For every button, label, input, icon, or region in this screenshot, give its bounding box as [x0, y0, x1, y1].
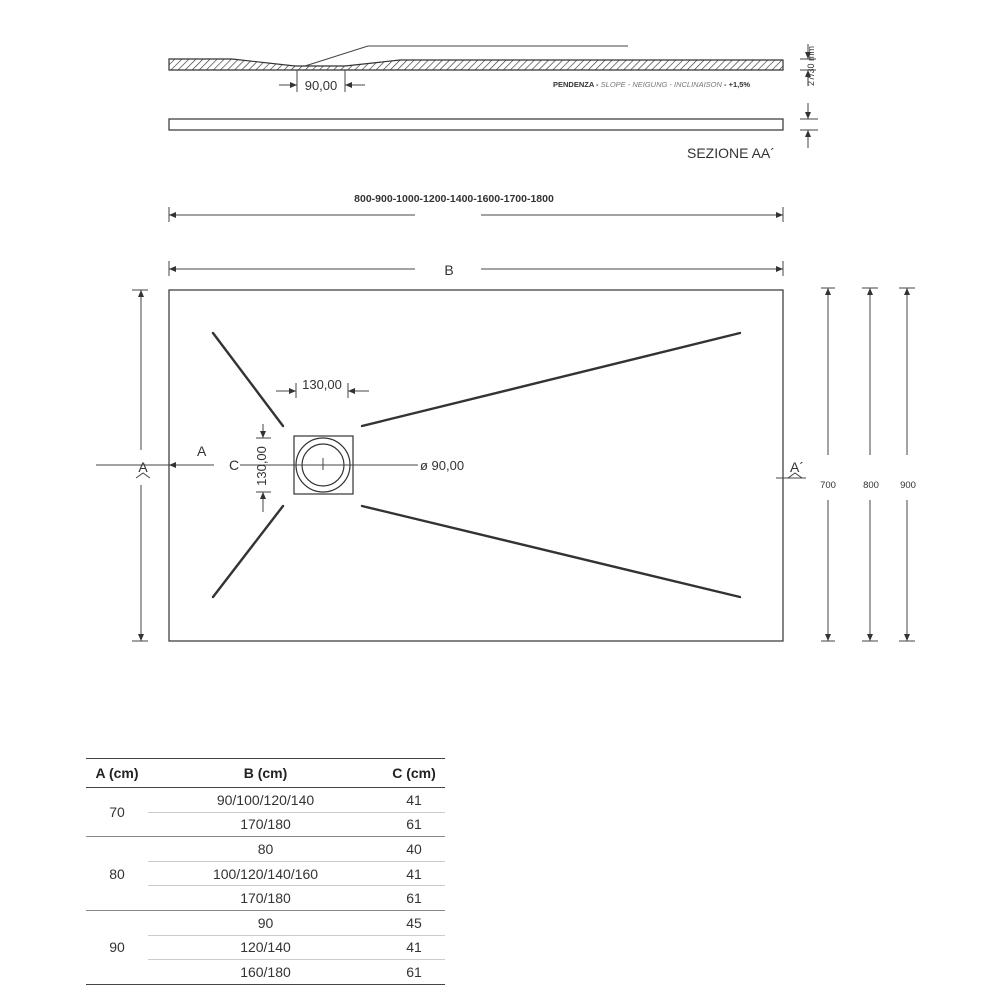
drain-box-height-dimension	[254, 424, 271, 512]
c-value: 61	[383, 812, 445, 837]
b-value: 170/180	[148, 812, 383, 837]
groove-lower-right	[362, 506, 740, 597]
drain-diameter-label: ø 90,00	[420, 458, 465, 473]
slope-label: PENDENZA - SLOPE - NEIGUNG - INCLINAISON - +1,5%	[553, 80, 751, 89]
drain-box-width-dimension	[276, 377, 369, 398]
table-header-row	[86, 759, 445, 788]
column-header-c: C (cm)	[383, 759, 445, 788]
plan-view	[96, 288, 916, 641]
height-option-700	[820, 288, 836, 641]
section-profile	[169, 59, 783, 70]
c-value: 61	[383, 960, 445, 985]
section-marker-right-label: A´	[790, 459, 804, 475]
drain-width-label: 90,00	[304, 78, 338, 93]
height-option-label: 900	[900, 480, 916, 491]
column-header-a: A (cm)	[86, 759, 148, 788]
drain-box-width-label: 130,00	[302, 377, 342, 392]
section-view	[169, 44, 818, 161]
side-view-bar	[169, 119, 783, 130]
a-value: 80	[86, 837, 148, 911]
c-value: 61	[383, 886, 445, 911]
b-value: 170/180	[148, 886, 383, 911]
drain-box-height-label: 130,00	[254, 446, 269, 486]
height-option-900	[899, 288, 916, 641]
width-series-label: 800-900-1000-1200-1400-1600-1700-1800	[354, 193, 554, 205]
b-value: 80	[148, 837, 383, 862]
b-value: 120/140	[148, 935, 383, 960]
width-b-dimension	[169, 261, 783, 278]
section-title: SEZIONE AA´	[687, 145, 775, 161]
offset-arrow	[169, 443, 214, 468]
table-row	[86, 837, 445, 862]
groove-lower-left	[213, 506, 283, 597]
offset-arrow-label: A	[197, 443, 207, 459]
c-value: 40	[383, 837, 445, 862]
thickness-dimension	[800, 44, 816, 86]
dimensions-table	[86, 758, 445, 985]
table-row	[86, 910, 445, 935]
c-value: 41	[383, 861, 445, 886]
groove-upper-left	[213, 333, 283, 426]
offset-c-label: C	[229, 457, 240, 473]
width-b-label: B	[444, 262, 454, 278]
height-option-label: 800	[863, 480, 879, 491]
groove-upper-right	[362, 333, 740, 426]
section-marker-left-label: A	[138, 459, 148, 475]
b-value: 100/120/140/160	[148, 861, 383, 886]
section-marker-left	[96, 459, 169, 478]
height-option-800	[862, 288, 879, 641]
section-marker-right	[776, 459, 806, 478]
c-value: 41	[383, 935, 445, 960]
side-thickness-dimension	[800, 103, 818, 148]
thickness-label: 27/30 mm	[806, 45, 816, 87]
a-value: 90	[86, 910, 148, 984]
b-value: 160/180	[148, 960, 383, 985]
height-option-label: 700	[820, 480, 836, 491]
a-value: 70	[86, 788, 148, 837]
drain-width-dimension	[279, 70, 365, 93]
c-value: 41	[383, 788, 445, 813]
b-value: 90/100/120/140	[148, 788, 383, 813]
width-series-dimension	[169, 193, 783, 222]
table-row	[86, 788, 445, 813]
b-value: 90	[148, 910, 383, 935]
c-value: 45	[383, 910, 445, 935]
column-header-b: B (cm)	[148, 759, 383, 788]
